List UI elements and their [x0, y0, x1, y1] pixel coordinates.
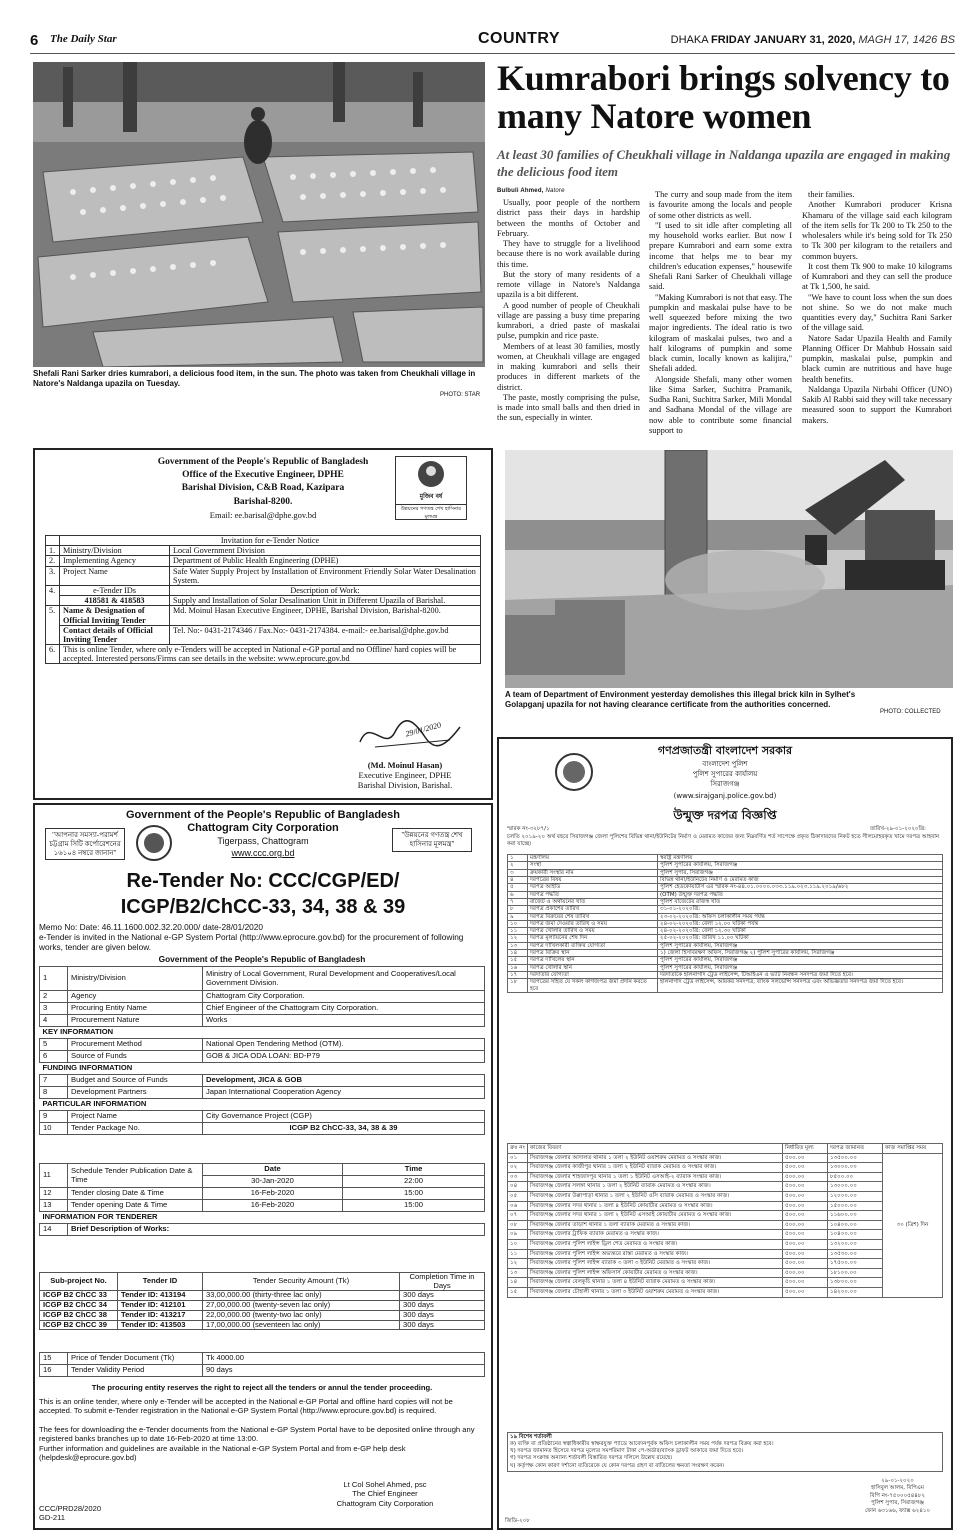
table-row: ১০ দরপত্র জমা দেওয়ার তারিখ ও সময় ২৪-০২-২০২০খ্রি: বেলা ১২.০০ ঘটিকা পর্যন্ত	[508, 920, 943, 927]
table-row: 418581 & 418583 Supply and Installation of Solar Desalination Unit in Different Upazila of Barishal.	[46, 596, 481, 606]
police-works-table	[507, 1143, 943, 1298]
police-notice-title: উন্মুক্ত দরপত্র বিজ্ঞপ্তি	[673, 808, 777, 822]
article-byline: Bulbuli Ahmed, Natore	[497, 188, 565, 194]
emblem-title: মুজিব বর্ষ	[419, 493, 443, 500]
table-row: ১৪ দরপত্র বিক্রির স্থান ১) জেলা হিসাবরক্ষণ অফিস, সিরাজগঞ্জ ২) পুলিশ সুপারের কার্যালয়, সিরাজগঞ্জ	[508, 950, 943, 957]
ccc-emblem-icon	[135, 824, 173, 862]
table-row: ২ সংস্থা পুলিশ সুপারের কার্যালয়, সিরাজগঞ্জ	[508, 862, 943, 869]
table-row: ৮ দরপত্র প্রকাশের তারিখ ৩১-০১-২০২০খ্রি:	[508, 906, 943, 913]
table-row: ০৩ সিরাজগঞ্জ জেলার শাহজাদপুর থানার ১ তলা ১ ইউনিট এসআই-২ ব্যারাক সংস্কার কাজ। ৫০০.০০ ৮৫০০.০০	[508, 1172, 943, 1182]
table-row: ১৮ দরপত্রের সহিত যে সকল কাগজপত্র জমা প্রদান করতে হবে হালনাগাদ ট্রেড লাইসেন্স, আয়কর সনদপত্র, ব্যাংক সলভেন্সি সনদপত্র এবং অভিজ্ঞতার সনদপত্র জমা দিতে হবে।	[508, 979, 943, 993]
dphe-city-line: Barishal-8200.	[233, 497, 293, 507]
paragraph: Naldanga Upazila Nirbahi Officer (UNO) Sakib Al Rabbi said they will take necessary measured soon to support the Kumrabori makers.	[802, 384, 952, 425]
table-row: ৬ দরপত্র পদ্ধতি (OTM) উন্মুক্ত দরপত্র পদ্ধতি	[508, 891, 943, 898]
table-row: Contact details of Official Inviting Tender Tel. No:- 0431-2174346 / Fax.No:- 0431-2174384. e-mail:- ee.barisal@dphe.gov.bd	[46, 625, 481, 644]
article-headline: Kumrabori brings solvency to many Natore women	[497, 58, 950, 136]
table-row: ৫ দরপত্র আইডি পুলিশ হেডকোয়ার্টার্স এর স্মারক নং-৪৪.০১.০০০০.০৩৩.১১৯.০২৩.১১৯.২০১৯/৬৮২	[508, 884, 943, 891]
table-row: 2. Implementing Agency Department of Public Health Engineering (DPHE)	[46, 556, 481, 566]
dphe-signatory: (Md. Moinul Hasan) Executive Engineer, DPHE Barishal Division, Barishal.	[357, 760, 453, 791]
emblem-icon	[416, 459, 446, 489]
table-row: 6 Source of Funds GOB & JICA ODA LOAN: BD-P79	[40, 1051, 485, 1063]
table-row: ১৪ সিরাজগঞ্জ জেলার বেলকুচি থানার ১ তলা ৪ ইউনিট ব্যারাক মেরামত ও সংস্কার কাজ। ৫০০.০০ ১৩৮০০.০০	[508, 1278, 943, 1288]
article-column-3	[802, 190, 952, 426]
table-row: 8 Development Partners Japan International Cooperation Agency	[40, 1087, 485, 1099]
table-row: 11 Schedule Tender Publication Date & Time Date Time	[40, 1164, 485, 1176]
paragraph: But the story of many residents of a remote village in Natore's Naldanga upazila is a bit different.	[497, 269, 640, 300]
table-row: ICGP B2 ChCC 39 Tender ID: 413503 17,00,000.00 (seventeen lac only) 300 days	[40, 1320, 485, 1330]
paragraph: Natore Sadar Upazila Health and Family Planning Officer Dr Mahbub Hossain said pumpkin, maskalai pulse, pumpkin and black cumin are nutritious and have huge health benefits.	[802, 333, 952, 384]
ccc-works-table	[39, 1272, 485, 1330]
dphe-tender-table	[45, 535, 481, 664]
table-row: ৯ দরপত্র বিক্রয়ের শেষ তারিখ ২৩-০২-২০২০খ্রি: অফিস চলাকালীন সময় পর্যন্ত	[508, 913, 943, 920]
table-row: ১১ সিরাজগঞ্জ জেলার পুলিশ লাইন্স অভ্যন্তরে রাস্তা মেরামত ও সংস্কার কাজ। ৫০০.০০ ১৩৫৩০.০০	[508, 1249, 943, 1259]
table-row: 1 Ministry/Division Ministry of Local Government, Rural Development and Cooperatives/Local Government Division.	[40, 967, 485, 991]
police-dept: বাংলাদেশ পুলিশ	[702, 760, 748, 768]
section-heading: KEY INFORMATION	[42, 1027, 114, 1037]
table-row: 5. Name & Designation of Official Inviting Tender Md. Moinul Hasan Executive Engineer, DPHE, Barishal Division, Barishal-8200.	[46, 606, 481, 625]
paragraph: "Making Kumrabori is not that easy. The pumpkin and maskalai pulse have to be well squeezed before mixing the two major ingredients. The ideal ratio is two kilogram of maskalai pulses, two and a half kilograms of pumpkin and some black cumin, locally known as kalijira," Shefali added.	[649, 292, 792, 374]
ccc-end-table	[39, 1352, 485, 1377]
paragraph: They have to struggle for a livelihood because there is no work available during this time.	[497, 239, 640, 269]
table-row: ০৪ সিরাজগঞ্জ জেলার সলঙ্গা থানার ১ তলা ২ ইউনিট ব্যারাক মেরামত ও সংস্কার কাজ। ৫০০.০০ ১৩০০০.০০	[508, 1182, 943, 1192]
table-row: 5 Procurement Method National Open Tendering Method (OTM).	[40, 1039, 485, 1051]
police-memo: স্মারক নং-৩২৮৭/১	[507, 826, 550, 832]
table-row: ICGP B2 ChCC 34 Tender ID: 412101 27,00,000.00 (twenty-seven lac only) 300 days	[40, 1301, 485, 1311]
table-header-row: Sub-project No. Tender ID Tender Security Amount (Tk) Completion Time in Days	[40, 1273, 485, 1291]
table-row: ০১ সিরাজগঞ্জ জেলার আদালত থানার ১ তলা ২ ইউনিট ওয়াশরুম মেরামত ও সংস্কার কাজ। ৫০০.০০ ১৩৫০০.০০ ৩০ (ত্রিশ) দিন	[508, 1153, 943, 1163]
table-row: ১৫ দরপত্র দাখিলের স্থান পুলিশ সুপারের কার্যালয়, সিরাজগঞ্জ	[508, 957, 943, 964]
dphe-office-line: Office of the Executive Engineer, DPHE	[182, 470, 344, 480]
table-row: ০৮ সিরাজগঞ্জ জেলার তাড়াশ থানার ১ তলা ব্যারাক মেরামত ও সংস্কার কাজ। ৫০০.০০ ১০৪০০.০০	[508, 1220, 943, 1230]
table-row: ১৭ দরদাতার যোগ্যতা দরদাতাকে হালনাগাদ ট্রেড লাইসেন্স, টিআইএন ও ভ্যাট নিবন্ধন সনদপত্র জমা দিতে হবে।	[508, 972, 943, 979]
photo2-credit: PHOTO: COLLECTED	[880, 709, 941, 715]
section-title: COUNTRY	[478, 30, 561, 47]
ccc-website: www.ccc.org.bd	[231, 848, 295, 858]
section-heading: FUNDING INFORMATION	[42, 1063, 133, 1073]
ccc-reserve-note: The procuring entity reserves the right to reject all the tenders or annul the tender proceeding.	[91, 1383, 433, 1392]
table-row: 13 Tender opening Date & Time 16-Feb-2020 15:00	[40, 1200, 485, 1212]
police-info-table	[507, 854, 943, 993]
table-row: 3 Procuring Entity Name Chief Engineer of the Chattogram City Corporation.	[40, 1003, 485, 1015]
ccc-intro: e-Tender is invited in the National e-GP System Portal (http://www.eprocure.gov.bd) for the procurement of following works, tender are given below.	[39, 932, 464, 952]
table-row: ০৫ সিরাজগঞ্জ জেলার উল্লাপাড়া থানার ১ তলা ২ ইউনিট ওসি ব্যারাক মেরামত ও সংস্কার কাজ। ৫০০.০০ ১২০০০.০০	[508, 1191, 943, 1201]
ccc-gov-2: Government of the People's Republic of Bangladesh	[158, 954, 366, 964]
police-office: পুলিশ সুপারের কার্যালয়	[692, 770, 758, 778]
table-row: 4. e-Tender IDs Description of Work:	[46, 585, 481, 595]
ccc-info-table	[39, 966, 485, 1135]
table-row: ০৯ সিরাজগঞ্জ জেলার ট্রাফিক ব্যারাক মেরামত ও সংস্কার কাজ। ৫০০.০০ ১০৪০০.০০	[508, 1230, 943, 1240]
ccc-memo: Memo No: Date: 46.11.1600.002.32.20.000/ date-28/01/2020	[39, 922, 264, 932]
paragraph: Another Kumrabori producer Krisna Khamaru of the village said each kilogram of the item sells for Tk 200 to Tk 250 to the wholesalers while it's being sold for Tk 250 to Tk 300 per kilogram to the retailers and common buyers.	[802, 200, 952, 261]
edition-date: DHAKA FRIDAY JANUARY 31, 2020, MAGH 17, 1426 BS	[670, 34, 955, 46]
photo1-caption: Shefali Rani Sarker dries kumrabori, a delicious food item, in the sun. The photo was taken from Cheukhali village in Natore's Naldanga upazila on Tuesday.	[33, 369, 476, 389]
police-gov: গণপ্রজাতন্ত্রী বাংলাদেশ সরকার	[657, 744, 793, 757]
table-row: ০৭ সিরাজগঞ্জ জেলার সদর থানার ১ তলা ২ ইউনিট এসআই কোয়ার্টার মেরামত ও সংস্কার কাজ। ৫০০.০০ ১১৬০০.০০	[508, 1211, 943, 1221]
section-heading: INFORMATION FOR TENDERER	[42, 1212, 158, 1222]
mujib-borsho-emblem	[395, 456, 467, 520]
table-title: Invitation for e-Tender Notice	[60, 536, 481, 546]
table-row: ১৩ সিরাজগঞ্জ জেলার পুলিশ লাইন্স অফিসার্স কোয়ার্টার মেরামত ও সংস্কার কাজ। ৫০০.০০ ১৮১০০.০০	[508, 1268, 943, 1278]
table-row: ১২ সিরাজগঞ্জ জেলার পুলিশ লাইন্স ব্যারাক ৩ তলা ৩ ইউনিট মেরামত ও সংস্কার কাজ। ৫০০.০০ ১৭৫০০.০০	[508, 1259, 943, 1269]
dphe-gov-line: Government of the People's Republic of Bangladesh	[157, 457, 369, 467]
table-row: 3. Project Name Safe Water Supply Project by Installation of Environment Friendly Solar Water Desalination System.	[46, 566, 481, 585]
page-header	[30, 30, 955, 54]
paragraph: "I used to sit idle after completing all my household works earlier. But now I prepare Kumrabori and earn some extra income that helps me to bear my children's education expenses," housewife Shefali Rani Sarker of Cheukhali village said.	[649, 220, 792, 292]
ccc-footer-3: Further information and guidelines are available in the National e-GP System Portal and from e-GP help desk (helpdesk@eprocure.gov.bd)	[39, 1444, 406, 1463]
paragraph: their families.	[808, 190, 855, 199]
photo2-caption: A team of Department of Environment yesterday demolishes this illegal brick kiln in Sylhet's Golapganj upazila for not having clearance certificate from the authorities concerned.	[505, 690, 856, 710]
ccc-address: Tigerpass, Chattogram	[217, 836, 309, 846]
table-row: ৩ ক্রয়কারী সংস্থার নাম পুলিশ সুপার, সিরাজগঞ্জ	[508, 869, 943, 876]
police-date: তারিখ-২৯-০১-২০২০খ্রি:	[870, 826, 926, 832]
ccc-footer-1: This is an online tender, where only e-Tender will be accepted in the National e-GP Portal and offline hard copies will not be accepted. To submit e-Tender registration in the National e-GP System Portal (http://www.eprocure.gov.bd) is required.	[39, 1397, 453, 1416]
dphe-address-line: Barishal Division, C&B Road, Kazipara	[181, 483, 345, 493]
police-conditions: ১৯ বিশেষ শর্তাবলী ক) ব্যক্তি বা প্রতিষ্ঠানের স্বত্বাধিকারীর স্বাক্ষরযুক্ত প্যাডে আবেদনপূর্বক অফিস চলাকালীন সময় পর্যন্ত দরপত্র বিক্রয় করা হবে। খ) দরপত্র জামানত হিসেবে দরপত্র মূল্যের সমপরিমাণ টাকা পে-অর্ডার/ব্যাংক ড্রাফট আকারে জমা দিতে হবে। গ) দরপত্র সংক্রান্ত অন্যান্য শর্তাবলী বিস্তারিত দরপত্র দলিলে উল্লেখ রয়েছে। ঘ) কর্তৃপক্ষ কোন কারণ দর্শানো ব্যতিরেকে যে কোন দরপত্র গ্রহণ বা বাতিলের ক্ষমতা সংরক্ষণ করেন।	[507, 1432, 943, 1472]
paragraph: The paste, mostly comprising the pulse, is made into small balls and then dried in the sun, especially in winter.	[497, 392, 640, 423]
paragraph: Usually, poor people of the northern district pass their days in hardship between the months of October and February.	[497, 198, 640, 238]
ccc-codes: CCC/PRD28/2020 GD-211	[39, 1504, 102, 1523]
table-row: 6. This is online Tender, where only e-Tenders will be accepted in National e-GP portal and no Offline/ hard copies will be accepted. Interested persons/Firms can see details in the website: www.eprocure.gov.bd	[46, 645, 481, 664]
police-code: জিডি-২০৮	[505, 1518, 530, 1524]
table-row: 4 Procurement Nature Works	[40, 1015, 485, 1027]
dphe-email: Email: ee.barisal@dphe.gov.bd	[209, 510, 317, 520]
kumrabori-photo	[33, 62, 485, 367]
dphe-signature-date: 29/01/2020	[404, 720, 442, 739]
table-row: 14 Brief Description of Works:	[40, 1224, 485, 1236]
article-column-1	[497, 198, 640, 424]
table-row: ০৬ সিরাজগঞ্জ জেলার সদর থানার ১ তলা ৪ ইউনিট কোয়ার্টার মেরামত ও সংস্কার কাজ। ৫০০.০০ ১৫০০০.০০	[508, 1201, 943, 1211]
ccc-gov-line: Government of the People's Republic of Bangladesh	[126, 809, 400, 821]
paragraph: It cost them Tk 900 to make 10 kilograms of Kumrabori and they can sell the produce at Tk 1,500, he said.	[802, 261, 952, 292]
table-row: 1. Ministry/Division Local Government Division	[46, 546, 481, 556]
ccc-hotline-quote: "আপনার সমস্যা-পরামর্শ চট্টগ্রাম সিটি কর্পোরেশনের ১৬১০৪ নম্বরে জানান"	[45, 828, 125, 860]
paragraph: A good number of people of Cheukhali village are passing a busy time preparing kumrabori, a dried paste of maskalai pulse, pumpkin and rice paste.	[497, 300, 640, 341]
table-row: 7 Budget and Source of Funds Development, JICA & GOB	[40, 1075, 485, 1087]
brick-kiln-photo	[505, 450, 953, 688]
paragraph: "We have to count loss when the sun does not shine. So we do not make much quantities every day," Suchitra Rani Sarker of the village said.	[802, 292, 952, 333]
table-row: ১ মন্ত্রণালয় স্বরাষ্ট্র মন্ত্রণালয়	[508, 855, 943, 862]
table-row: ICGP B2 ChCC 33 Tender ID: 413194 33,00,000.00 (thirty-three lac only) 300 days	[40, 1291, 485, 1301]
table-row: ICGP B2 ChCC 38 Tender ID: 413217 22,00,000.00 (twenty-two lac only) 300 days	[40, 1310, 485, 1320]
table-row: ০২ সিরাজগঞ্জ জেলার কাজীপুর থানার ১ তলা ২ ইউনিট ব্যারাক মেরামত ও সংস্কার কাজ। ৫০০.০০ ১৩০০০.০০	[508, 1163, 943, 1173]
table-row: 15 Price of Tender Document (Tk) Tk 4000.00	[40, 1353, 485, 1365]
paragraph: Members of at least 30 families, mostly women, at Cheukhali village are engaged in making kumrabori and sells their produces in different markets of the district.	[497, 341, 640, 392]
table-header-row: ক্রঃ নং কাজের বিবরণ নির্ধারিত মূল্য দরপত্র জামানত কাজ সমাপ্তির সময়	[508, 1144, 943, 1154]
table-row: 16 Tender Validity Period 90 days	[40, 1365, 485, 1377]
table-row: 12 Tender closing Date & Time 16-Feb-2020 15:00	[40, 1188, 485, 1200]
table-row: ৪ দরপত্রের বিষয় বিভিন্ন থানা/ইউনিটের নির্মাণ ও মেরামত কাজ	[508, 876, 943, 883]
ccc-signatory: Lt Col Sohel Ahmed, psc The Chief Engineer Chattogram City Corporation	[336, 1480, 434, 1508]
photo1-credit: PHOTO: STAR	[440, 392, 481, 398]
newspaper-logo: The Daily Star	[50, 33, 117, 45]
table-row: ১৩ দরপত্র দাখিলকারী ব্যক্তির যোগ্যতা পুলিশ সুপারের কার্যালয়, সিরাজগঞ্জ	[508, 942, 943, 949]
table-row: ১৫ সিরাজগঞ্জ জেলার চৌহালী থানার ১ তলা ৩ ইউনিট ওয়াশরুম মেরামত ও সংস্কার কাজ। ৫০০.০০ ১৪২০০.০০	[508, 1287, 943, 1297]
ccc-slogan-quote: "উন্নয়নের গণতন্ত্র শেখ হাসিনার মূলমন্ত্র"	[392, 828, 472, 852]
retender-line-2: ICGP/B2/ChCC-33, 34, 38 & 39	[120, 896, 406, 918]
table-row: ১১ দরপত্র খোলার তারিখ ও সময় ২৪-০২-২০২০খ্রি: বেলা ১২.৩০ ঘটিকা	[508, 928, 943, 935]
page-number: 6	[30, 32, 39, 49]
table-row: 9 Project Name City Governance Project (CGP)	[40, 1111, 485, 1123]
table-row: ১২ দরপত্র মূল্যায়নের শেষ দিন ২৫-০২-২০২০খ্রি: তারিখ ১১.০০ ঘটিকা	[508, 935, 943, 942]
paragraph: The curry and soup made from the item is favourite among the locals and people of some other districts as well.	[649, 190, 792, 220]
table-row: ১০ সিরাজগঞ্জ জেলার পুলিশ লাইন্স ড্রিল শেড মেরামত ও সংস্কার কাজ। ৫০০.০০ ১৩২০০.০০	[508, 1239, 943, 1249]
police-website: (www.sirajganj.police.gov.bd)	[673, 792, 777, 800]
ccc-org-name: Chattogram City Corporation	[187, 822, 339, 834]
table-row: ৭ বাজেট ও অর্থায়নের খাত পুলিশ বাজেটের রাজস্ব খাত	[508, 898, 943, 905]
table-row: 30-Jan-2020 22:00	[40, 1176, 485, 1188]
table-row: ১৬ দরপত্র খোলার স্থান পুলিশ সুপারের কার্যালয়, সিরাজগঞ্জ	[508, 964, 943, 971]
emblem-slogan: উন্নয়নের গণতন্ত্র শেখ হাসিনার মূলমন্ত্র	[396, 504, 466, 522]
ccc-footer-2: The fees for downloading the e-Tender documents from the National e-GP System Portal have to be deposited online through any registered banks branches up to date 16-Feb-2020 at time 13:00.	[39, 1425, 475, 1444]
police-signatory: ২৯-০১-২০২০ হাসিবুল আলম, বিপিএম বিপি নং-৭৫০০০৫৪৪৮২ পুলিশ সুপার, সিরাজগঞ্জ ফোন ৬৩১৬৬, ফ্যাক্স ৬২৪১০	[864, 1478, 931, 1514]
table-row: 10 Tender Package No. ICGP B2 ChCC-33, 34, 38 & 39	[40, 1123, 485, 1135]
paragraph: Alongside Shefali, many other women like Sima Sarker, Suchitra Pramanik, Sudha Rani, Suchitra Sarker, Mili Mondal and Sadhana Mondal of the village are now able to contribute some financial support to	[649, 374, 792, 435]
police-district: সিরাজগঞ্জ	[710, 780, 740, 788]
section-heading: PARTICULAR INFORMATION	[42, 1099, 147, 1109]
article-column-2	[649, 190, 792, 436]
table-row: 2 Agency Chattogram City Corporation.	[40, 991, 485, 1003]
retender-line-1: Re-Tender No: CCC/CGP/ED/	[126, 870, 400, 892]
article-deck: At least 30 families of Cheukhali village in Naldanga upazila are engaged in making the delicious food item	[497, 147, 951, 179]
ccc-dates-table	[39, 1163, 485, 1236]
police-intro: চলতি ২০১৯-২০ অর্থ বছরে সিরাজগঞ্জ জেলা পুলিশের বিভিন্ন থানা/ইউনিটের নির্মাণ ও মেরামত কাজের জন্য নিম্নবর্ণিত শর্ত সাপেক্ষে প্রকৃত ঠিকাদারদের নিকট হতে সীলমোহরকৃত খামে দরপত্র আহবান করা যাচ্ছে।	[507, 834, 940, 848]
